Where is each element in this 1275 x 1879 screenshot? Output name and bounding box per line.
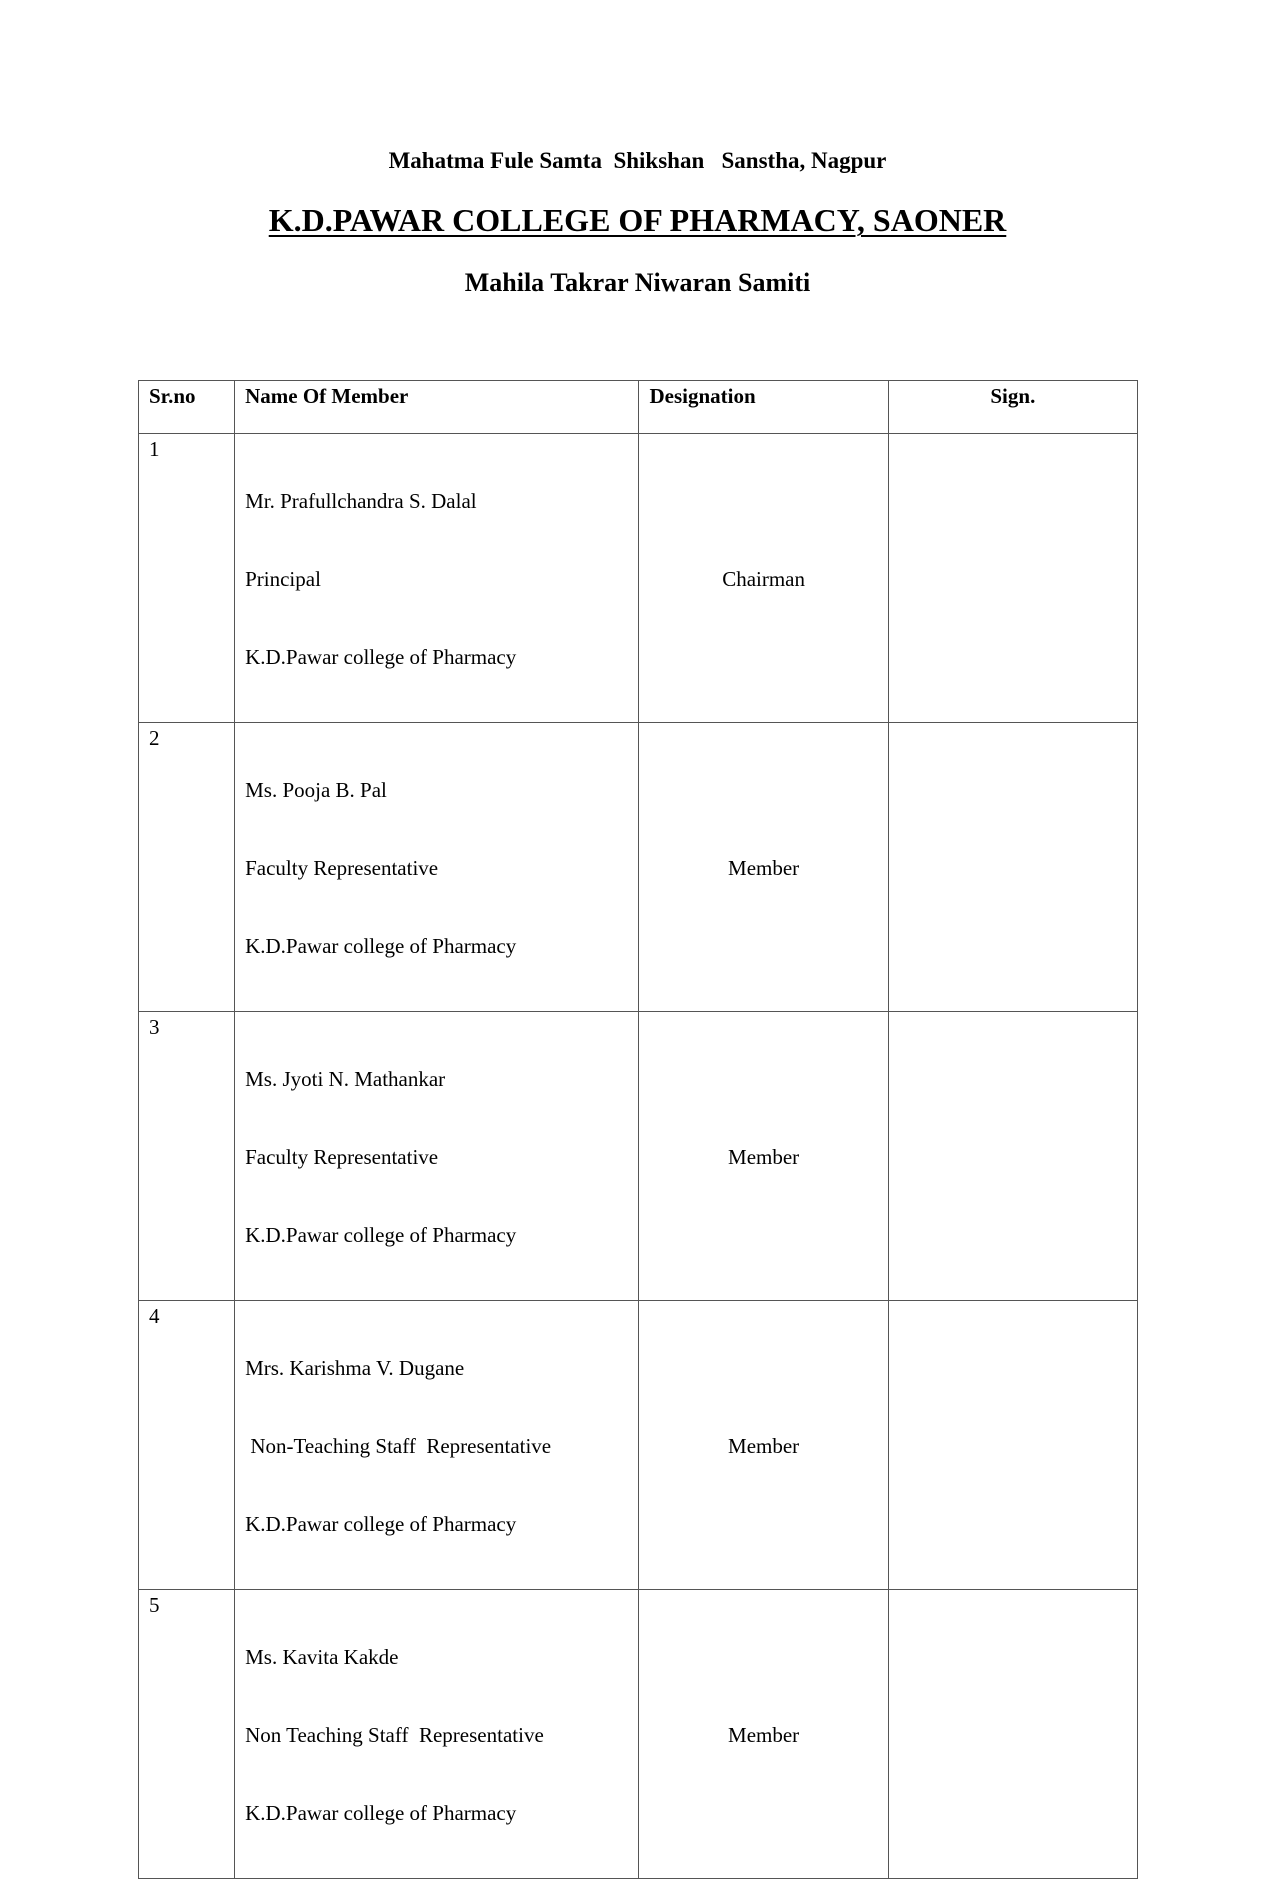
row-sr-no: 4: [139, 1301, 235, 1590]
row-member: [235, 434, 639, 723]
committee-title: Mahila Takrar Niwaran Samiti: [464, 268, 811, 297]
table-row: [139, 723, 1138, 1012]
member-organization: K.D.Pawar college of Pharmacy: [245, 645, 517, 669]
row-designation: Chairman: [639, 434, 888, 723]
member-name: Ms. Kavita Kakde: [245, 1645, 399, 1669]
row-member: [235, 1590, 639, 1879]
row-member: [235, 723, 639, 1012]
table-row: [139, 1590, 1138, 1879]
header-sr-no: Sr.no: [139, 381, 235, 434]
member-name: Mrs. Karishma V. Dugane: [245, 1356, 465, 1380]
row-sr-no: 2: [139, 723, 235, 1012]
row-sr-no: 5: [139, 1590, 235, 1879]
member-name: Ms. Pooja B. Pal: [245, 778, 387, 802]
header-name-of-member: Name Of Member: [235, 381, 639, 434]
member-role: Principal: [245, 567, 321, 591]
row-designation: Member: [639, 1012, 888, 1301]
member-role: Faculty Representative: [245, 1145, 439, 1169]
header-sign: Sign.: [888, 381, 1137, 434]
member-role: Non-Teaching Staff Representative: [245, 1434, 552, 1458]
row-sign: [888, 1301, 1137, 1590]
row-designation: Member: [639, 723, 888, 1012]
member-name: Ms. Jyoti N. Mathankar: [245, 1067, 446, 1091]
row-sign: [888, 723, 1137, 1012]
row-sign: [888, 434, 1137, 723]
row-member: [235, 1012, 639, 1301]
row-designation: Member: [639, 1590, 888, 1879]
members-table: [138, 380, 1138, 1879]
row-sr-no: 1: [139, 434, 235, 723]
organization-name: Mahatma Fule Samta Shikshan Sanstha, Nagpur: [388, 148, 887, 173]
table-row: [139, 1012, 1138, 1301]
header-designation: Designation: [639, 381, 888, 434]
table-row: [139, 434, 1138, 723]
row-designation: Member: [639, 1301, 888, 1590]
row-member: [235, 1301, 639, 1590]
table-header-row: [139, 381, 1138, 434]
member-role: Faculty Representative: [245, 856, 439, 880]
member-role: Non Teaching Staff Representative: [245, 1723, 544, 1747]
college-name: K.D.PAWAR COLLEGE OF PHARMACY, SAONER: [268, 202, 1007, 238]
member-name: Mr. Prafullchandra S. Dalal: [245, 489, 477, 513]
row-sr-no: 3: [139, 1012, 235, 1301]
row-sign: [888, 1590, 1137, 1879]
member-organization: K.D.Pawar college of Pharmacy: [245, 1223, 517, 1247]
table-row: [139, 1301, 1138, 1590]
row-sign: [888, 1012, 1137, 1301]
member-organization: K.D.Pawar college of Pharmacy: [245, 934, 517, 958]
member-organization: K.D.Pawar college of Pharmacy: [245, 1801, 517, 1825]
member-organization: K.D.Pawar college of Pharmacy: [245, 1512, 517, 1536]
